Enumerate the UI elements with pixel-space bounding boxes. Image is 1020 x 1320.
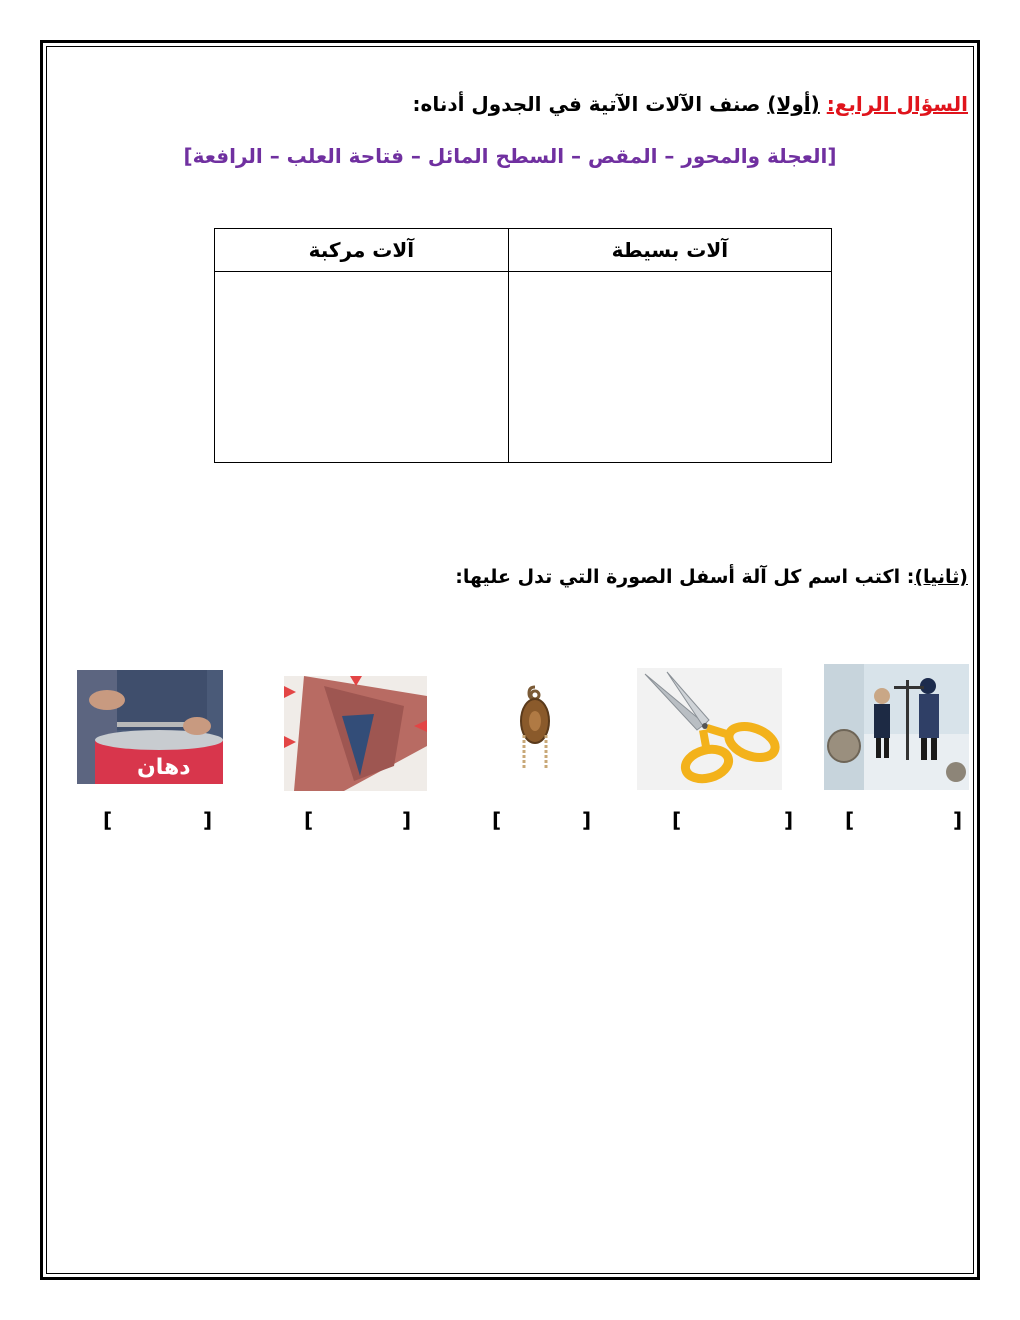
question-label: السؤال الرابع: — [826, 92, 968, 116]
bracket-open: [ — [845, 808, 855, 832]
scissors-photo — [637, 668, 782, 790]
classification-table — [214, 228, 832, 463]
bracket-close: ] — [953, 808, 963, 832]
bracket-open: [ — [103, 808, 113, 832]
part-two-label: (ثانيا) — [914, 566, 968, 588]
bracket-open: [ — [672, 808, 682, 832]
bracket-open: [ — [492, 808, 502, 832]
bracket-open: [ — [304, 808, 314, 832]
svg-text:دهان: دهان — [137, 755, 191, 780]
can-opener-photo — [77, 670, 223, 784]
part-one-instruction: صنف الآلات الآتية في الجدول أدناه: — [412, 92, 761, 116]
bracket-close: ] — [582, 808, 592, 832]
word-bank: [العجلة والمحور – المقص – السطح المائل – فتاحة العلب – الرافعة] — [183, 144, 837, 168]
cell-compound-machines[interactable] — [215, 272, 509, 463]
ice-auger-photo — [824, 664, 969, 790]
part-two-heading — [455, 566, 968, 588]
bracket-close: ] — [784, 808, 794, 832]
part-one-label: (أولا) — [767, 92, 820, 116]
question-heading — [413, 92, 968, 116]
bracket-close: ] — [203, 808, 213, 832]
pulley-photo — [511, 685, 559, 771]
cell-simple-machines[interactable] — [508, 272, 831, 463]
header-simple-machines: آلات بسيطة — [508, 229, 831, 272]
bracket-close: ] — [402, 808, 412, 832]
wedge-photo — [284, 676, 427, 791]
header-compound-machines: آلات مركبة — [215, 229, 509, 272]
part-two-instruction: : اكتب اسم كل آلة أسفل الصورة التي تدل عليها: — [455, 566, 915, 588]
